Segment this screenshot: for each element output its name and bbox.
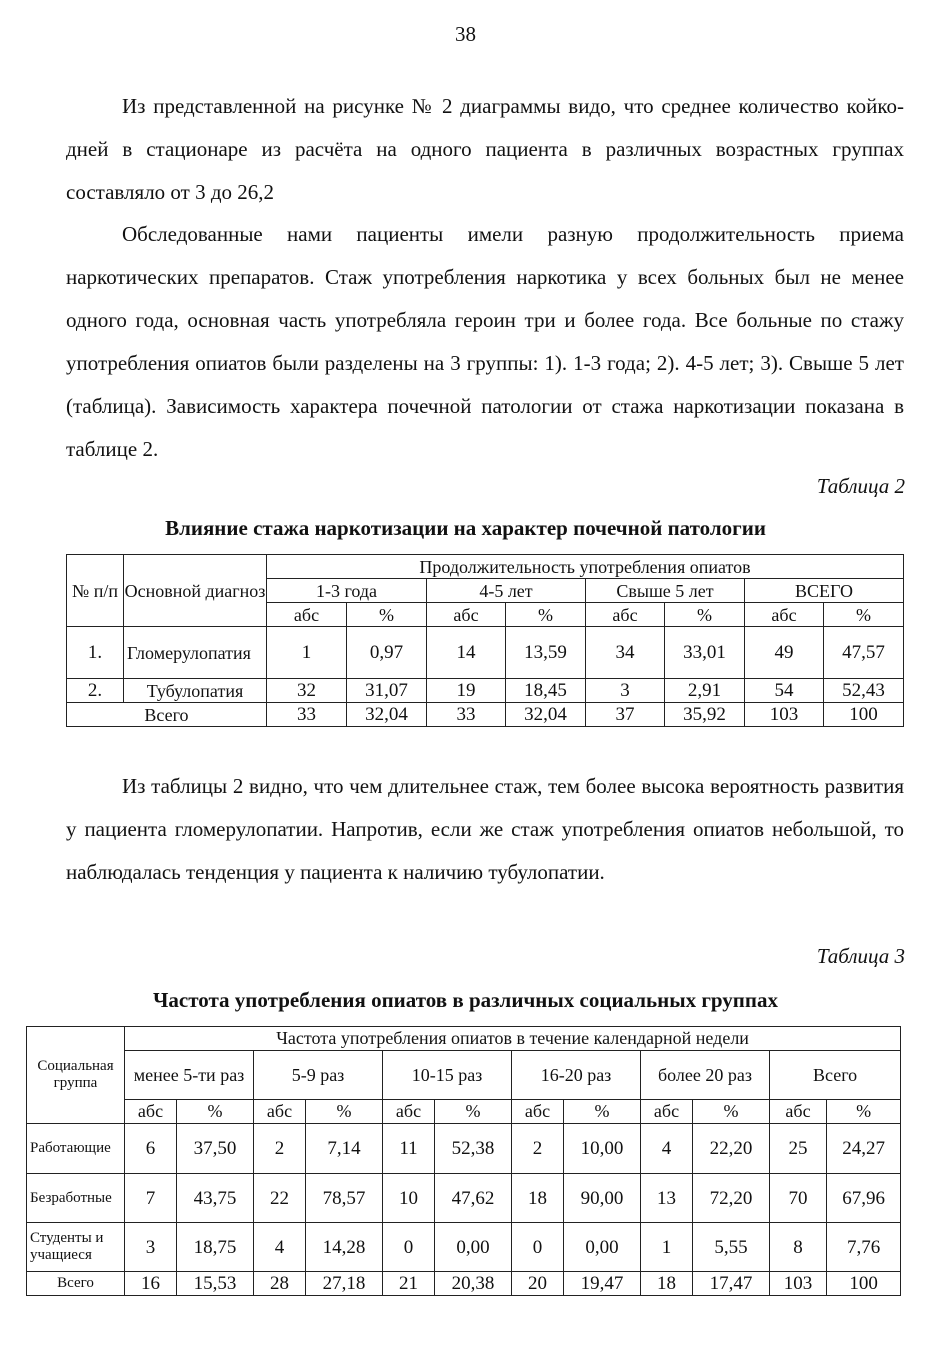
table2-sub-abs: абс	[586, 603, 665, 627]
page-number: 38	[455, 22, 476, 46]
table2-cell: 18,45	[506, 679, 586, 703]
table2-cell: 34	[586, 627, 665, 679]
table2-row-diagnosis: Тубулопатия	[124, 679, 267, 703]
table2-caption: Таблица 2	[816, 474, 905, 498]
table3-cell: 2	[512, 1124, 564, 1174]
table3-cell: 17,47	[693, 1272, 770, 1296]
table3-cell: 6	[125, 1124, 177, 1174]
table2-cell: 14	[427, 627, 506, 679]
table3-cell: 22	[254, 1174, 306, 1223]
table2-group-header: ВСЕГО	[745, 579, 904, 603]
table2-header-diagnosis: Основной диагноз	[124, 555, 267, 627]
table3-cell: 20	[512, 1272, 564, 1296]
table3-cell: 20,38	[435, 1272, 512, 1296]
table3-cell: 24,27	[827, 1124, 901, 1174]
table2-cell: 19	[427, 679, 506, 703]
table3-sub-abs: абс	[254, 1100, 306, 1124]
table3-sub-pct: %	[177, 1100, 254, 1124]
table2-cell: 32,04	[506, 703, 586, 727]
table3-cell: 3	[125, 1223, 177, 1272]
table3-group-header: 16-20 раз	[512, 1051, 641, 1100]
table2-row-no: 1.	[67, 627, 124, 679]
table3-cell: 78,57	[306, 1174, 383, 1223]
table3-cell: 0	[512, 1223, 564, 1272]
table2-cell: 2,91	[665, 679, 745, 703]
table2-sub-pct: %	[824, 603, 904, 627]
table2-group-header: Свыше 5 лет	[586, 579, 745, 603]
table3-cell: 5,55	[693, 1223, 770, 1272]
table3-cell: 7,76	[827, 1223, 901, 1272]
table3-cell: 103	[770, 1272, 827, 1296]
table2-row-no: 2.	[67, 679, 124, 703]
table3-row-group: Безработные	[27, 1174, 125, 1223]
table3-cell: 72,20	[693, 1174, 770, 1223]
paragraph-patient-groups: Обследованные нами пациенты имели разную продолжительность приема наркотических препаратов. Стаж употребления наркотика у всех больных был не менее одного года, основная часть употребляла героин три и более года. Все больные по стажу употребления опиатов были разделены на 3 группы: 1). 1-3 года; 2). 4-5 лет; 3). Свыше 5 лет (таблица). Зависимость характера почечной патологии от стажа наркотизации показана в таблице 2.	[66, 222, 904, 461]
table3-sub-pct: %	[693, 1100, 770, 1124]
table3-cell: 25	[770, 1124, 827, 1174]
table2-group-header: 4-5 лет	[427, 579, 586, 603]
table3-group-header: более 20 раз	[641, 1051, 770, 1100]
table-row	[67, 679, 904, 703]
table3-cell: 43,75	[177, 1174, 254, 1223]
table3-sub-abs: абс	[383, 1100, 435, 1124]
table3-sub-pct: %	[564, 1100, 641, 1124]
table3-cell: 18,75	[177, 1223, 254, 1272]
table3-cell: 37,50	[177, 1124, 254, 1174]
table2-cell: 3	[586, 679, 665, 703]
table2-sub-pct: %	[665, 603, 745, 627]
table3-group-header: Всего	[770, 1051, 901, 1100]
table3-header-frequency: Частота употребления опиатов в течение календарной недели	[125, 1027, 901, 1051]
table2-header-duration: Продолжительность употребления опиатов	[267, 555, 904, 579]
table3-caption: Таблица 3	[816, 944, 905, 968]
table3-sub-pct: %	[435, 1100, 512, 1124]
table2-cell: 103	[745, 703, 824, 727]
table2-sub-abs: абс	[267, 603, 347, 627]
table3-cell: 7	[125, 1174, 177, 1223]
table3-cell: 11	[383, 1124, 435, 1174]
table-row	[67, 627, 904, 679]
table2-cell: 1	[267, 627, 347, 679]
table3-sub-abs: абс	[512, 1100, 564, 1124]
table3-cell: 2	[254, 1124, 306, 1174]
table2-cell: 33	[427, 703, 506, 727]
paragraph-table2-conclusion: Из таблицы 2 видно, что чем длительнее стаж, тем более высока вероятность развития у пациента гломерулопатии. Напротив, если же стаж употребления опиатов небольшой, то наблюдалась тенденция у пациента к наличию тубулопатии.	[66, 774, 904, 884]
table2-sub-pct: %	[347, 603, 427, 627]
table3-cell: 0,00	[564, 1223, 641, 1272]
table3-cell: 0	[383, 1223, 435, 1272]
table3-cell: 90,00	[564, 1174, 641, 1223]
table3-cell: 47,62	[435, 1174, 512, 1223]
table3-group-header: менее 5-ти раз	[125, 1051, 254, 1100]
table3-cell: 18	[641, 1272, 693, 1296]
table2-cell: 0,97	[347, 627, 427, 679]
table3-sub-abs: абс	[641, 1100, 693, 1124]
table2-cell: 52,43	[824, 679, 904, 703]
table3-cell: 70	[770, 1174, 827, 1223]
table-row	[27, 1124, 901, 1174]
table3-sub-abs: абс	[770, 1100, 827, 1124]
table3-cell: 8	[770, 1223, 827, 1272]
table3-cell: 1	[641, 1223, 693, 1272]
table3-row-group: Работающие	[27, 1124, 125, 1174]
table3-cell: 18	[512, 1174, 564, 1223]
table-row-total	[67, 703, 904, 727]
table3-row-group: Студенты и учащиеся	[27, 1223, 125, 1272]
table2-cell: 32,04	[347, 703, 427, 727]
table3-cell: 19,47	[564, 1272, 641, 1296]
table3-cell: 0,00	[435, 1223, 512, 1272]
table3-cell: 28	[254, 1272, 306, 1296]
table2-cell: 31,07	[347, 679, 427, 703]
table2-header-no: № п/п	[67, 555, 124, 627]
table2-cell: 33	[267, 703, 347, 727]
table3-cell: 22,20	[693, 1124, 770, 1174]
table-row	[27, 1174, 901, 1223]
table3-header-group: Социальная группа	[27, 1027, 125, 1124]
table3-title: Частота употребления опиатов в различных социальных группах	[152, 988, 779, 1012]
table2-cell: 13,59	[506, 627, 586, 679]
table3-cell: 27,18	[306, 1272, 383, 1296]
table3-sub-pct: %	[306, 1100, 383, 1124]
table2-cell: 100	[824, 703, 904, 727]
table2-row-diagnosis: Гломерулопатия	[124, 627, 267, 679]
table2-total-label: Всего	[67, 703, 267, 727]
table3-cell: 14,28	[306, 1223, 383, 1272]
table2-cell: 54	[745, 679, 824, 703]
table2-cell: 37	[586, 703, 665, 727]
table2-sub-abs: абс	[427, 603, 506, 627]
table2-sub-abs: абс	[745, 603, 824, 627]
table3-group-header: 5-9 раз	[254, 1051, 383, 1100]
table3-sub-pct: %	[827, 1100, 901, 1124]
table2-cell: 35,92	[665, 703, 745, 727]
table3-cell: 52,38	[435, 1124, 512, 1174]
table2-cell: 49	[745, 627, 824, 679]
table3-cell: 21	[383, 1272, 435, 1296]
table2-title: Влияние стажа наркотизации на характер почечной патологии	[165, 516, 766, 540]
table2-group-header: 1-3 года	[267, 579, 427, 603]
table3	[26, 1026, 901, 1296]
table3-cell: 10,00	[564, 1124, 641, 1174]
table3-cell: 4	[641, 1124, 693, 1174]
table3-cell: 15,53	[177, 1272, 254, 1296]
table3-total-label: Всего	[27, 1272, 125, 1296]
table3-cell: 7,14	[306, 1124, 383, 1174]
table-row	[27, 1223, 901, 1272]
table3-cell: 67,96	[827, 1174, 901, 1223]
table2-cell: 32	[267, 679, 347, 703]
table2-cell: 33,01	[665, 627, 745, 679]
table3-group-header: 10-15 раз	[383, 1051, 512, 1100]
table2	[66, 554, 904, 727]
table3-cell: 16	[125, 1272, 177, 1296]
table3-cell: 13	[641, 1174, 693, 1223]
table3-cell: 10	[383, 1174, 435, 1223]
table3-sub-abs: абс	[125, 1100, 177, 1124]
paragraph-diagram-summary: Из представленной на рисунке № 2 диаграммы видо, что среднее количество койко-дней в стационаре из расчёта на одного пациента в различных возрастных группах составляло от 3 до 26,2	[66, 94, 904, 204]
table3-cell: 100	[827, 1272, 901, 1296]
table3-cell: 4	[254, 1223, 306, 1272]
table-row-total	[27, 1272, 901, 1296]
table2-sub-pct: %	[506, 603, 586, 627]
table2-cell: 47,57	[824, 627, 904, 679]
